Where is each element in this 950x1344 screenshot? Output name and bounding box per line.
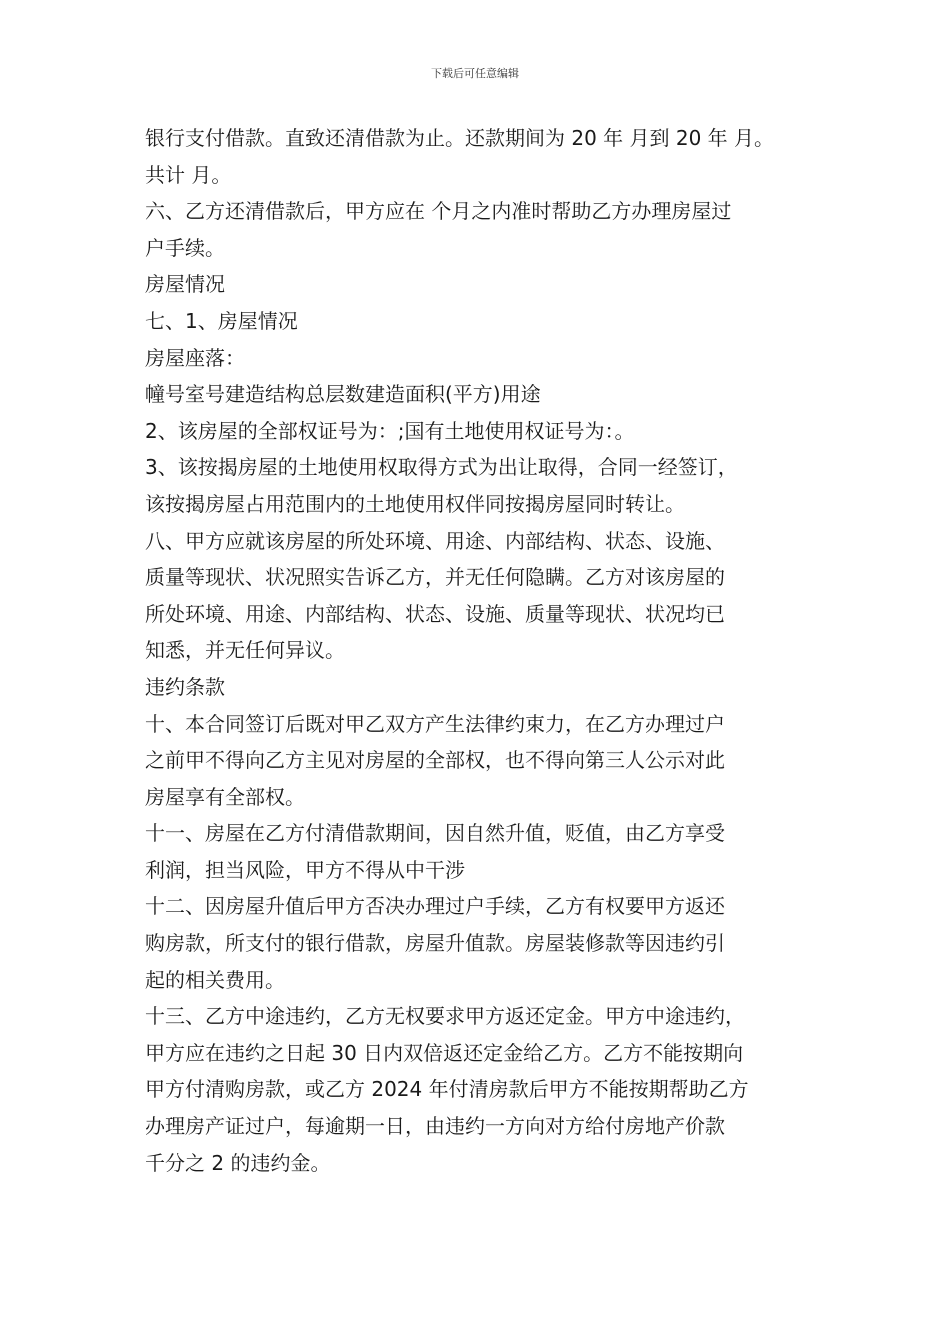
section-heading: 违约条款 [145, 674, 225, 699]
text-line: 购房款，所支付的银行借款，房屋升值款。房屋装修款等因违约引 [145, 931, 725, 956]
text-line: 八、甲方应就该房屋的所处环境、用途、内部结构、状态、设施、 [145, 528, 725, 553]
text-line: 六、乙方还清借款后，甲方应在 个月之内准时帮助乙方办理房屋过 [145, 199, 732, 224]
text-line: 房屋享有全部权。 [145, 784, 305, 809]
text-line: 银行支付借款。直致还清借款为止。还款期间为 20 年 月到 20 年 月。 [145, 126, 775, 150]
document-body [145, 120, 815, 1181]
text-line: 房屋座落： [145, 345, 245, 370]
text-line: 之前甲不得向乙方主见对房屋的全部权，也不得向第三人公示对此 [145, 748, 725, 773]
text-line: 质量等现状、状况照实告诉乙方，并无任何隐瞒。乙方对该房屋的 [145, 565, 725, 590]
text-line: 起的相关费用。 [145, 967, 285, 992]
text-line: 2、该房屋的全部权证号为：;国有土地使用权证号为：。 [145, 418, 635, 443]
text-line: 知悉，并无任何异议。 [145, 638, 345, 663]
text-line: 办理房产证过户，每逾期一日，由违约一方向对方给付房地产价款 [145, 1114, 725, 1139]
text-line: 幢号室号建造结构总层数建造面积(平方)用途 [145, 382, 541, 407]
text-line: 该按揭房屋占用范围内的土地使用权伴同按揭房屋同时转让。 [145, 491, 685, 516]
text-line: 所处环境、用途、内部结构、状态、设施、质量等现状、状况均已 [145, 601, 725, 626]
text-line: 甲方应在违约之日起 30 日内双倍返还定金给乙方。乙方不能按期向 [145, 1040, 744, 1065]
text-line: 千分之 2 的违约金。 [145, 1150, 331, 1175]
section-heading: 房屋情况 [145, 272, 225, 297]
text-line: 十二、因房屋升值后甲方否决办理过户手续，乙方有权要甲方返还 [145, 894, 725, 919]
text-line: 十、本合同签订后既对甲乙双方产生法律约束力，在乙方办理过户 [145, 711, 725, 736]
text-line: 户手续。 [145, 235, 225, 260]
text-line: 十三、乙方中途违约，乙方无权要求甲方返还定金。甲方中途违约， [145, 1004, 745, 1029]
page-header: 下载后可任意编辑 [431, 67, 519, 80]
text-line: 十一、房屋在乙方付清借款期间，因自然升值，贬值，由乙方享受 [145, 821, 725, 846]
text-line: 利润，担当风险，甲方不得从中干涉 [145, 857, 465, 882]
text-line: 共计 月。 [145, 162, 232, 187]
text-line: 甲方付清购房款，或乙方 2024 年付清房款后甲方不能按期帮助乙方 [145, 1077, 749, 1102]
text-line: 3、该按揭房屋的土地使用权取得方式为出让取得，合同一经签订， [145, 455, 738, 480]
text-line: 七、1、房屋情况 [145, 308, 298, 333]
